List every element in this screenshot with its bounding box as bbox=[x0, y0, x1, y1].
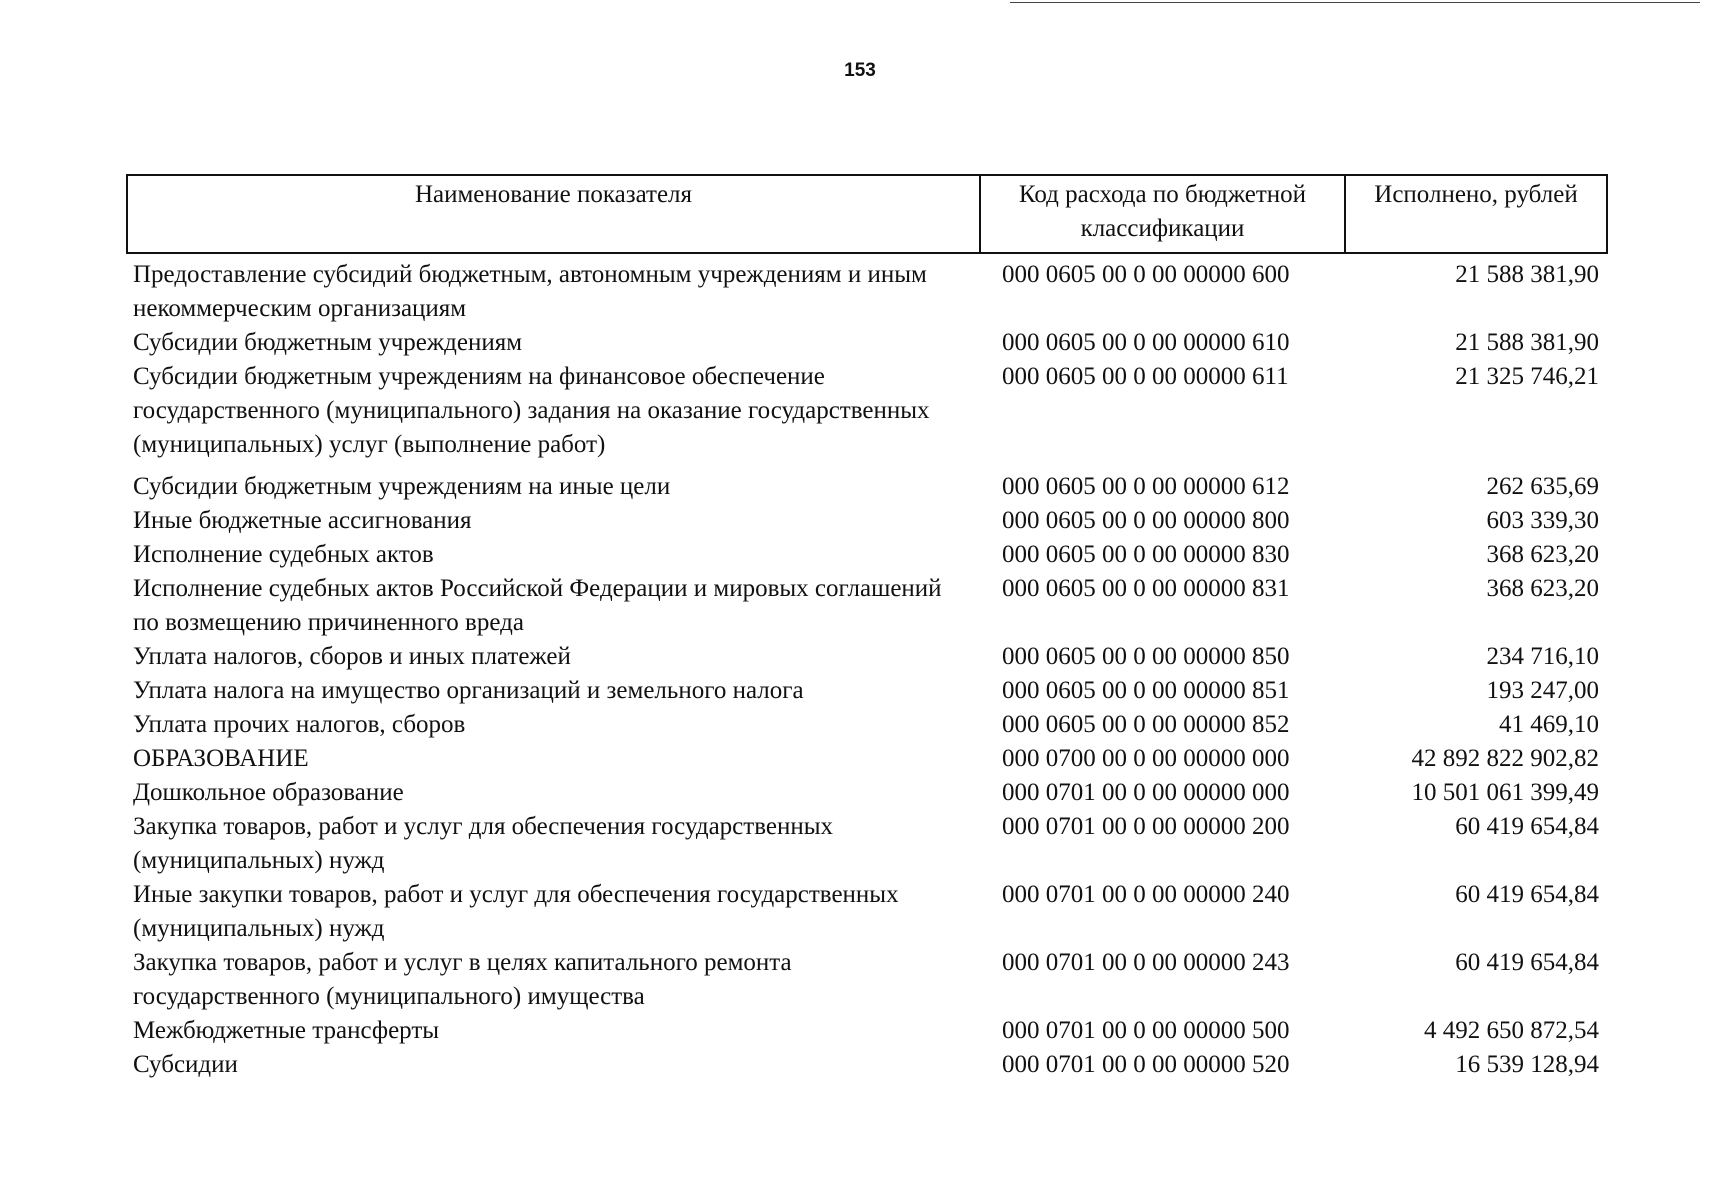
table-row bbox=[127, 776, 1607, 810]
row-code: 000 0700 00 0 00 00000 000 bbox=[1002, 745, 1290, 772]
row-code: 000 0701 00 0 00 00000 240 bbox=[1002, 881, 1290, 908]
row-code: 000 0701 00 0 00 00000 520 bbox=[1002, 1051, 1290, 1078]
row-amount: 234 716,10 bbox=[1486, 643, 1599, 670]
row-amount: 41 469,10 bbox=[1499, 711, 1599, 738]
row-code: 000 0605 00 0 00 00000 600 bbox=[1002, 261, 1290, 288]
table-row bbox=[127, 708, 1607, 742]
row-amount: 10 501 061 399,49 bbox=[1411, 779, 1599, 806]
page-number: 153 bbox=[844, 60, 876, 81]
row-name: Субсидии бюджетным учреждениям bbox=[133, 329, 523, 356]
budget-expenditure-table bbox=[126, 174, 1608, 1082]
table-row bbox=[127, 674, 1607, 708]
table-header-row bbox=[127, 175, 1607, 253]
row-name: Иные бюджетные ассигнования bbox=[133, 507, 472, 534]
row-amount: 16 539 128,94 bbox=[1455, 1051, 1599, 1078]
row-amount: 603 339,30 bbox=[1486, 507, 1599, 534]
column-header-code: Код расхода по бюджетной классификации bbox=[980, 175, 1345, 253]
row-name: ОБРАЗОВАНИЕ bbox=[133, 745, 309, 772]
row-code: 000 0605 00 0 00 00000 800 bbox=[1002, 507, 1290, 534]
row-name: Закупка товаров, работ и услуг для обеспечения государственных (муниципальных) нужд bbox=[133, 813, 834, 874]
table-row bbox=[127, 462, 1607, 504]
row-amount: 42 892 822 902,82 bbox=[1411, 745, 1599, 772]
row-code: 000 0605 00 0 00 00000 850 bbox=[1002, 643, 1290, 670]
table-row bbox=[127, 1014, 1607, 1048]
row-name: Дошкольное образование bbox=[133, 779, 404, 806]
row-code: 000 0701 00 0 00 00000 200 bbox=[1002, 813, 1290, 840]
row-name: Межбюджетные трансферты bbox=[133, 1017, 440, 1044]
row-amount: 60 419 654,84 bbox=[1455, 813, 1599, 840]
row-code: 000 0605 00 0 00 00000 611 bbox=[1002, 363, 1289, 390]
row-name: Уплата налога на имущество организаций и земельного налога bbox=[133, 677, 804, 704]
column-header-name: Наименование показателя bbox=[127, 175, 980, 253]
table-header bbox=[127, 175, 1607, 253]
row-code: 000 0701 00 0 00 00000 000 bbox=[1002, 779, 1290, 806]
row-amount: 368 623,20 bbox=[1486, 575, 1599, 602]
row-code: 000 0605 00 0 00 00000 852 bbox=[1002, 711, 1290, 738]
row-amount: 262 635,69 bbox=[1486, 473, 1599, 500]
table-row bbox=[127, 572, 1607, 640]
table-row bbox=[127, 742, 1607, 776]
row-amount: 193 247,00 bbox=[1486, 677, 1599, 704]
row-amount: 368 623,20 bbox=[1486, 541, 1599, 568]
table-row bbox=[127, 253, 1607, 326]
row-code: 000 0605 00 0 00 00000 612 bbox=[1002, 473, 1290, 500]
row-name: Уплата прочих налогов, сборов bbox=[133, 711, 466, 738]
table-row bbox=[127, 326, 1607, 360]
table-row bbox=[127, 640, 1607, 674]
table-row bbox=[127, 946, 1607, 1014]
row-code: 000 0605 00 0 00 00000 831 bbox=[1002, 575, 1290, 602]
row-code: 000 0605 00 0 00 00000 610 bbox=[1002, 329, 1290, 356]
row-name: Предоставление субсидий бюджетным, автономным учреждениям и иным некоммерческим организациям bbox=[133, 261, 927, 322]
row-name: Исполнение судебных актов bbox=[133, 541, 434, 568]
row-amount: 21 588 381,90 bbox=[1455, 329, 1599, 356]
table-row bbox=[127, 538, 1607, 572]
row-name: Исполнение судебных актов Российской Федерации и мировых соглашений по возмещению причиненного вреда bbox=[133, 575, 942, 636]
table-row bbox=[127, 360, 1607, 462]
row-name: Субсидии bbox=[133, 1051, 238, 1078]
row-name: Иные закупки товаров, работ и услуг для обеспечения государственных (муниципальных) нужд bbox=[133, 881, 899, 942]
table-body bbox=[127, 253, 1607, 1082]
row-code: 000 0701 00 0 00 00000 500 bbox=[1002, 1017, 1290, 1044]
column-header-amount: Исполнено, рублей bbox=[1345, 175, 1607, 253]
table-row bbox=[127, 878, 1607, 946]
table-row bbox=[127, 810, 1607, 878]
row-name: Субсидии бюджетным учреждениям на иные цели bbox=[133, 473, 671, 500]
table-row bbox=[127, 504, 1607, 538]
row-amount: 21 588 381,90 bbox=[1455, 261, 1599, 288]
row-name: Уплата налогов, сборов и иных платежей bbox=[133, 643, 571, 670]
row-name: Закупка товаров, работ и услуг в целях капитального ремонта государственного (муниципального) имущества bbox=[133, 949, 792, 1010]
row-amount: 60 419 654,84 bbox=[1455, 949, 1599, 976]
row-amount: 21 325 746,21 bbox=[1455, 363, 1599, 390]
row-name: Субсидии бюджетным учреждениям на финансовое обеспечение государственного (муниципального) задания на оказание государственных (муниципальных) услуг (выполнение работ) bbox=[133, 363, 930, 458]
row-code: 000 0605 00 0 00 00000 830 bbox=[1002, 541, 1290, 568]
row-code: 000 0701 00 0 00 00000 243 bbox=[1002, 949, 1290, 976]
row-amount: 60 419 654,84 bbox=[1455, 881, 1599, 908]
row-code: 000 0605 00 0 00 00000 851 bbox=[1002, 677, 1290, 704]
row-amount: 4 492 650 872,54 bbox=[1424, 1017, 1599, 1044]
table-row bbox=[127, 1048, 1607, 1082]
top-edge-rule bbox=[1010, 2, 1700, 3]
